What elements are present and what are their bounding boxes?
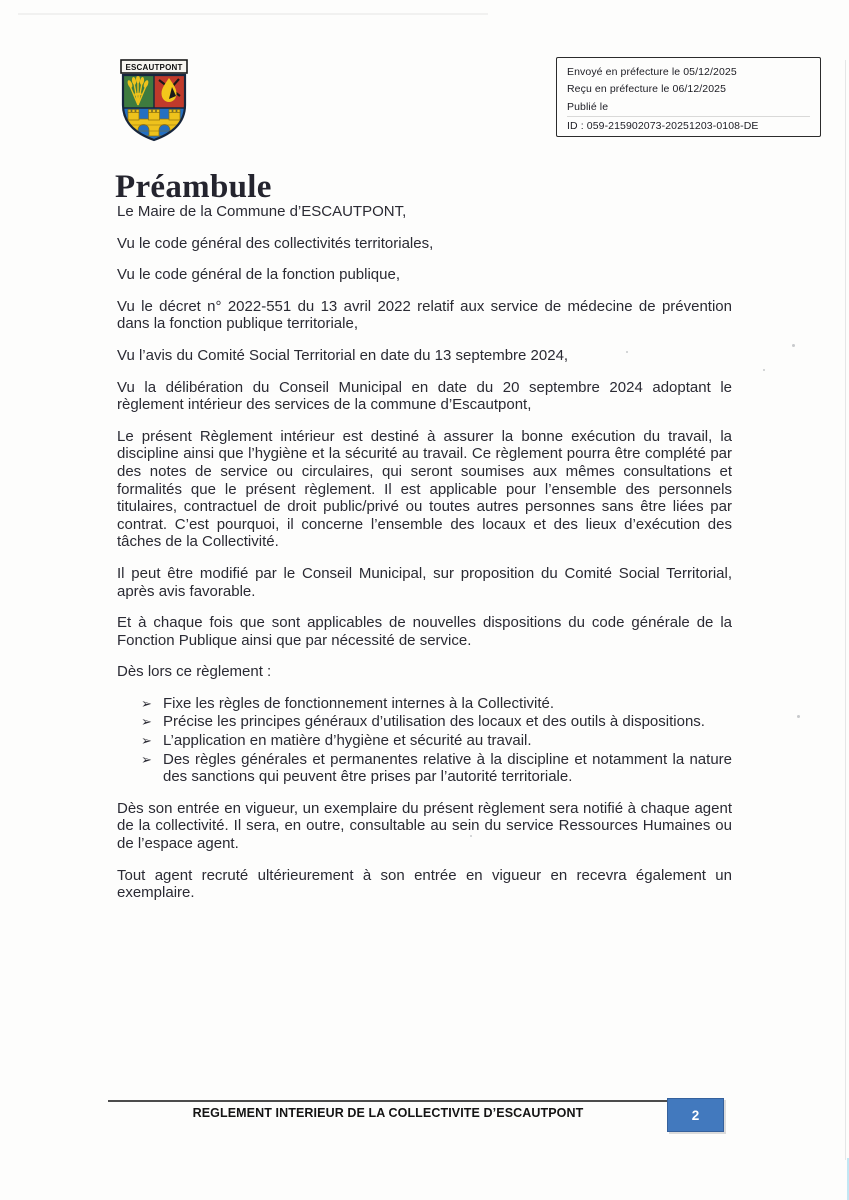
footer-divider (108, 1100, 668, 1102)
arrow-bullet-icon: ➢ (141, 714, 152, 730)
paragraph: Vu le code général de la fonction publique, (117, 266, 400, 284)
arrow-bullet-icon: ➢ (141, 695, 152, 711)
scan-artifact (763, 369, 765, 371)
coat-of-arms-icon (117, 59, 191, 143)
paragraph: Et à chaque fois que sont applicables de nouvelles dispositions du code générale de la Fonction Publique ainsi que par nécessité de service. (117, 614, 732, 649)
stamp-published-line: Publié le (567, 100, 609, 113)
list-item-text: Précise les principes généraux d’utilisation des locaux et des outils à dispositions. (163, 713, 705, 731)
paragraph: Il peut être modifié par le Conseil Municipal, sur proposition du Comité Social Territorial, après avis favorable. (117, 564, 732, 600)
scan-artifact (797, 715, 800, 718)
page-number-badge (667, 1098, 724, 1132)
scan-artifact (18, 13, 488, 15)
paragraph: Vu la délibération du Conseil Municipal en date du 20 septembre 2024 adoptant le règlement intérieur des services de la commune d’Escautpont, (117, 378, 732, 414)
coat-banner-text: ESCAUTPONT (125, 63, 183, 72)
arrow-bullet-icon: ➢ (141, 733, 152, 749)
stamp-id-line: ID : 059-215902073-20251203-0108-DE (567, 116, 810, 135)
footer-title: REGLEMENT INTERIEUR DE LA COLLECTIVITE D’ESCAUTPONT (192, 1106, 584, 1120)
page-number: 2 (691, 1107, 700, 1123)
bridge-icon (126, 110, 182, 137)
page-title: Préambule (115, 169, 272, 206)
paragraph: Dès lors ce règlement : (117, 663, 272, 681)
paragraph: Vu l’avis du Comité Social Territorial en date du 13 septembre 2024, (117, 346, 569, 364)
paragraph: Tout agent recruté ultérieurement à son entrée en vigueur en recevra également un exemplaire. (117, 866, 732, 902)
list-item-text: Fixe les règles de fonctionnement internes à la Collectivité. (163, 694, 555, 712)
paragraph: Vu le code général des collectivités territoriales, (117, 234, 434, 252)
rules-list (117, 695, 732, 786)
stamp-received-line: Reçu en préfecture le 06/12/2025 (567, 83, 727, 96)
stamp-sent-line: Envoyé en préfecture le 05/12/2025 (567, 66, 737, 78)
list-item (141, 751, 732, 786)
list-item (141, 695, 732, 713)
escautpont-coat-of-arms (117, 59, 191, 143)
list-item-text: L’application en matière d’hygiène et sécurité au travail. (163, 732, 532, 750)
list-item (141, 732, 732, 750)
scan-artifact (792, 344, 795, 347)
paragraph: Vu le décret n° 2022-551 du 13 avril 2022 relatif aux service de médecine de prévention dans la fonction publique territoriale, (117, 297, 732, 333)
document-body (117, 203, 732, 916)
paragraph: Le Maire de la Commune d’ESCAUTPONT, (117, 203, 407, 220)
arrow-bullet-icon: ➢ (141, 751, 152, 767)
scan-artifact (845, 60, 846, 1160)
paragraph: Le présent Règlement intérieur est destiné à assurer la bonne exécution du travail, la discipline ainsi que l’hygiène et la sécurité au travail. Ce règlement pourra être complété par des notes de service ou circulaires, qui seront soumises aux mêmes consultations et formalités que le présent règlement. Il est applicable pour l’ensemble des personnels titulaires, contractuel de droit public/privé ou toutes autres personnes sans être liées par contrat. C’est pourquoi, il concerne l’ensemble des locaux et des lieux d’exécution des tâches de la Collectivité. (117, 427, 732, 551)
prefecture-stamp (556, 57, 821, 137)
list-item (141, 713, 732, 731)
paragraph: Dès son entrée en vigueur, un exemplaire du présent règlement sera notifié à chaque agent de la collectivité. Il sera, en outre, consultable au sein du service Ressources Humaines ou de l’espace agent. (117, 799, 732, 853)
list-item-text: Des règles générales et permanentes relative à la discipline et notamment la nature des sanctions qui peuvent être prises par l’autorité territoriale. (163, 750, 732, 786)
